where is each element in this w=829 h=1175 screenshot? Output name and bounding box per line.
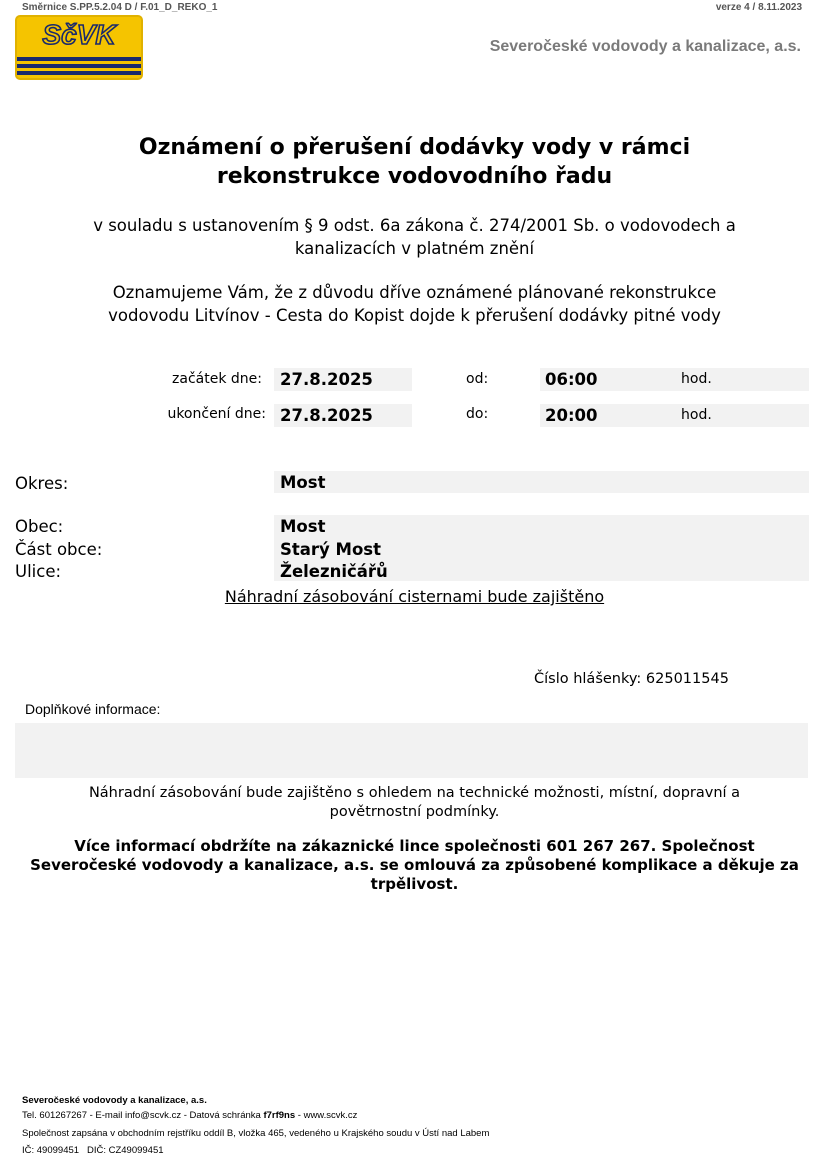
document-id: Směrnice S.PP.5.2.04 D / F.01_D_REKO_1 — [22, 2, 218, 13]
ticket-label: Číslo hlášenky: — [534, 671, 642, 687]
legal-basis-line: v souladu s ustanovením § 9 odst. 6a zákona č. 274/2001 Sb. o vodovodech a — [93, 216, 736, 235]
title-line: Oznámení o přerušení dodávky vody v rámci — [138, 135, 691, 160]
municipality-label: Obec: — [15, 517, 64, 536]
footer-contacts — [22, 1110, 357, 1121]
district-label: Okres: — [15, 474, 69, 493]
municipality-value: Most — [280, 517, 326, 536]
street-label: Ulice: — [15, 562, 62, 581]
start-time-cell — [540, 368, 809, 391]
logo-stripe — [17, 64, 141, 68]
ticket-number — [534, 671, 729, 687]
logo-stripe — [17, 57, 141, 61]
end-time-cell — [540, 404, 809, 427]
footer-contacts-prefix: Tel. 601267267 - E-mail info@scvk.cz - Datová schránka — [22, 1110, 264, 1121]
logo-text: SčVK — [42, 19, 116, 50]
district-cell — [274, 471, 809, 493]
outage-notice — [0, 281, 829, 327]
start-date-value: 27.8.2025 — [280, 370, 373, 389]
substitute-supply-note: Náhradní zásobování cisternami bude zajištěno — [224, 587, 605, 606]
page-title — [0, 133, 829, 191]
district-value: Most — [280, 473, 326, 492]
replacement-note-line: Náhradní zásobování bude zajištěno s ohledem na technické možnosti, místní, dopravní a — [88, 785, 741, 801]
part-value: Starý Most — [280, 540, 382, 559]
title-line: rekonstrukce vodovodního řadu — [216, 164, 613, 189]
end-time-unit: hod. — [681, 407, 712, 423]
start-time-value: 06:00 — [545, 370, 598, 389]
end-date-label: ukončení dne: — [167, 406, 266, 422]
legal-basis — [0, 214, 829, 260]
contact-info-line: Více informací obdržíte na zákaznické lince společnosti 601 267 267. Společnost — [74, 837, 755, 855]
company-logo — [15, 15, 143, 80]
contact-info — [0, 837, 829, 894]
start-time-unit: hod. — [681, 371, 712, 387]
footer-ids: IČ: 49099451 DIČ: CZ49099451 — [22, 1145, 164, 1156]
footer-data-box: f7rf9ns — [263, 1110, 296, 1121]
end-time-value: 20:00 — [545, 406, 598, 425]
start-date-label: začátek dne: — [172, 371, 262, 387]
end-date-value: 27.8.2025 — [280, 406, 373, 425]
end-time-label: do: — [466, 406, 489, 422]
footer-contacts-suffix: - www.scvk.cz — [295, 1110, 358, 1121]
document-version: verze 4 / 8.11.2023 — [715, 2, 802, 13]
ticket-value: 625011545 — [645, 671, 729, 687]
legal-basis-line: kanalizacích v platném znění — [294, 239, 535, 258]
outage-notice-line: vodovodu Litvínov - Cesta do Kopist dojde k přerušení dodávky pitné vody — [108, 306, 721, 325]
contact-info-line: trpělivost. — [370, 875, 459, 893]
footer-company: Severočeské vodovody a kanalizace, a.s. — [22, 1095, 207, 1106]
replacement-note — [0, 784, 829, 822]
extra-info-box — [15, 723, 808, 778]
contact-info-line: Severočeské vodovody a kanalizace, a.s. se omlouvá za způsobené komplikace a děkuje za — [30, 856, 799, 874]
start-date-cell — [274, 368, 412, 391]
extra-info-label: Doplňkové informace: — [25, 701, 161, 717]
start-time-label: od: — [466, 371, 489, 387]
street-value: Železničářů — [280, 562, 388, 581]
replacement-note-line: povětrnostní podmínky. — [329, 804, 500, 820]
outage-notice-line: Oznamujeme Vám, že z důvodu dříve oznámené plánované rekonstrukce — [112, 283, 717, 302]
part-label: Část obce: — [15, 540, 103, 559]
footer-registration: Společnost zapsána v obchodním rejstříku oddíl B, vložka 465, vedeného u Krajského soudu v Ústí nad Labem — [22, 1128, 490, 1139]
logo-stripe — [17, 71, 141, 75]
end-date-cell — [274, 404, 412, 427]
company-name-header: Severočeské vodovody a kanalizace, a.s. — [489, 38, 801, 55]
